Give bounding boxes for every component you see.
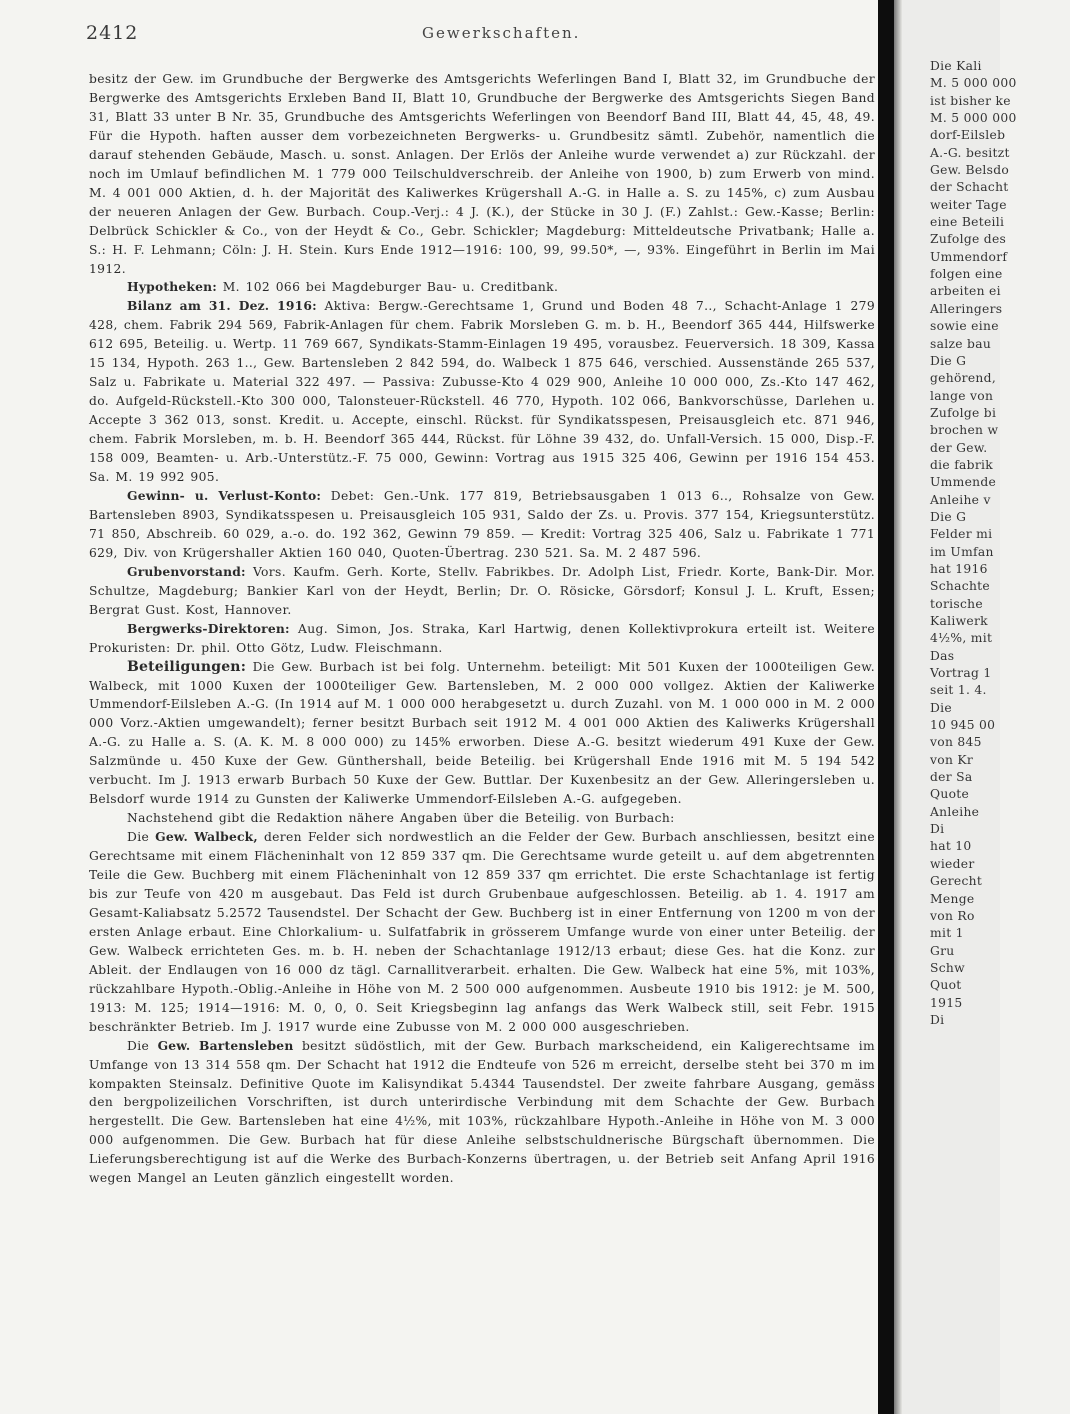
- facing-page-line: Die: [930, 700, 952, 715]
- running-title: Gewerkschaften.: [422, 24, 581, 42]
- facing-page-line: salze bau: [930, 336, 992, 351]
- paragraph: [89, 278, 875, 297]
- facing-page-line: brochen w: [930, 423, 999, 438]
- facing-page-line: Quote: [930, 787, 970, 802]
- facing-page-line: M. 5 000 000: [930, 111, 1017, 126]
- facing-page-line: Vortrag 1: [930, 666, 992, 681]
- facing-page-line: 10 945 00: [930, 718, 996, 733]
- facing-page-line: Felder mi: [930, 527, 993, 542]
- facing-page-line: im Umfan: [930, 544, 994, 559]
- facing-page-line: Gew. Belsdo: [930, 163, 1010, 178]
- facing-page-line: gehörend,: [930, 371, 997, 386]
- facing-page-line: Ummende: [930, 475, 997, 490]
- page-gutter-shadow: [878, 0, 894, 1414]
- section-heading: Gewinn- u. Verlust-Konto:: [127, 487, 322, 503]
- facing-page-line: Gerecht: [930, 874, 983, 889]
- facing-page-line: eine Beteili: [930, 215, 1005, 230]
- facing-page-line: wieder: [930, 856, 975, 871]
- paragraph-text: deren Felder sich nordwestlich an die Felder der Gew. Burbach anschliessen, besitzt eine Gerechtsame mit einem Flächeninhalt von 12 859 337 qm. Die Gerechtsame wurde geteilt u. auf dem abgetrennten Teile die Gew. Buchberg mit einem Flächeninhalt von 12 859 337 qm errichtet. Die erste Schachtanlage ist fertig bis zur Teufe von 420 m ausgebaut. Das Feld ist durch Grubenbaue aufgeschlossen. Beteilig. ab 1. 4. 1917 am Gesamt-Kaliabsatz 5.2572 Tausendstel. Der Schacht der Gew. Buchberg ist in einer Entfernung von 1200 m von der ersten Anlage erbaut. Eine Chlorkalium- u. Sulfatfabrik in grösserem Umfange wurde von einer unter Beteilig. der Gew. Walbeck errichteten Ges. m. b. H. neben der Schachtanlage 1912/13 erbaut; diese Ges. hat die Konz. zur Ableit. der Endlaugen von 16 000 dz tägl. Carnallitverarbeit. erhalten. Die Gew. Walbeck hat eine 5%, mit 103%, rückzahlbare Hypoth.-Oblig.-Anleihe in Höhe von M. 2 500 000 aufgenommen. Ausbeute 1910 bis 1912: je M. 500, 1913: M. 125; 1914—1916: M. 0, 0, 0. Seit Kriegsbeginn lag anfangs das Werk Walbeck still, seit Febr. 1915 beschränkter Betrieb. Im J. 1917 wurde eine Zubusse von M. 2 000 000 ausgeschrieben.: [89, 830, 876, 1034]
- facing-page-line: Schachte: [930, 579, 990, 594]
- facing-page-line: der Gew.: [930, 440, 988, 455]
- paragraph: [89, 70, 875, 278]
- facing-page-line: Zufolge des: [930, 232, 1007, 247]
- paragraph-text: Vors. Kaufm. Gerh. Korte, Stellv. Fabrikbes. Dr. Adolph List, Friedr. Korte, Bank-Dir. Mor. Schultze, Magdeburg; Bankier Karl von der Heydt, Berlin; Dr. O. Rösicke, Görsdorf; Konsul J. L. Kruft, Essen; Bergrat Gust. Kost, Hannover.: [89, 564, 875, 617]
- paragraph: [89, 487, 875, 563]
- facing-page-line: M. 5 000 000: [930, 76, 1017, 91]
- paragraph-text: M. 102 066 bei Magdeburger Bau- u. Creditbank.: [222, 280, 559, 295]
- paragraph: [89, 828, 875, 1036]
- paragraph-prefix: Die: [127, 830, 156, 845]
- paragraph: [89, 297, 875, 487]
- section-heading: Grubenvorstand:: [127, 563, 246, 579]
- paragraph-text: Die Gew. Burbach ist bei folg. Unternehm. beteiligt: Mit 501 Kuxen der 1000teiligen Gew. Walbeck, mit 1000 Kuxen der 1000teiliger Gew. Bartensleben, M. 2 000 000 vollgez. Aktien der Kaliwerke Ummendorf-Eilsleben A.-G. (In 1914 auf M. 1 000 000 herabgesetzt u. durch Zuzahl. von M. 1 000 000 in M. 2 000 000 Vorz.-Aktien umgewandelt); ferner besitzt Burbach seit 1912 M. 4 001 000 Aktien des Kaliwerks Krügershall A.-G. zu Halle a. S. (A. K. M. 8 000 000) zu 145% erworben. Diese A.-G. besitzt wiederum 491 Kuxe der Gew. Salzmünde u. 450 Kuxe der Gew. Günthershall, beide Beteilig. bei Krügershall Ende 1916 mit M. 5 194 542 verbucht. Im J. 1913 erwarb Burbach 50 Kuxe der Gew. Buttlar. Der Kuxenbesitz an der Gew. Alleringersleben u. Belsdorf wurde 1914 zu Gunsten der Kaliwerke Ummendorf-Eilsleben A.-G. aufgegeben.: [89, 659, 875, 807]
- facing-page-line: ist bisher ke: [930, 93, 1011, 108]
- page-header: [86, 22, 876, 48]
- paragraph-text: Aug. Simon, Jos. Straka, Karl Hartwig, denen Kollektivprokura erteilt ist. Weitere Prokuristen: Dr. phil. Otto Götz, Ludw. Fleischmann.: [89, 621, 875, 655]
- section-heading: Bilanz am 31. Dez. 1916:: [127, 298, 317, 314]
- facing-page-lines: [930, 58, 1070, 1029]
- paragraph-prefix: Die: [127, 1038, 158, 1053]
- facing-page-line: Di: [930, 822, 945, 837]
- main-text-column: [89, 70, 875, 1188]
- facing-page-line: die fabrik: [930, 457, 994, 472]
- facing-page-line: der Schacht: [930, 180, 1009, 195]
- facing-page-line: sowie eine: [930, 319, 999, 334]
- facing-page-line: Menge: [930, 891, 975, 906]
- facing-page-line: lange von: [930, 388, 994, 403]
- facing-page-line: Das: [930, 648, 955, 663]
- facing-page-line: der Sa: [930, 770, 973, 785]
- facing-page-line: A.-G. besitzt: [930, 145, 1010, 160]
- facing-page-line: Zufolge bi: [930, 405, 997, 420]
- facing-page-line: Anleihe: [930, 804, 980, 819]
- facing-page-line: seit 1. 4.: [930, 683, 987, 698]
- facing-page-fragment: [902, 0, 1017, 1414]
- facing-page-line: Kaliwerk: [930, 614, 988, 628]
- paragraph-text: besitzt südöstlich, mit der Gew. Burbach markscheidend, ein Kaligerechtsame im Umfange von 13 314 558 qm. Der Schacht hat 1912 die Endteufe von 526 m erreicht, derselbe steht bei 370 m im kompakten Steinsalz. Definitive Quote im Kalisyndikat 5.4344 Tausendstel. Der zweite fahrbare Ausgang, gemäss den bergpolizeilichen Vorschriften, ist durch unterirdische Verbindung mit dem Schachte der Gew. Burbach hergestellt. Die Gew. Bartensleben hat eine 4½%, mit 103%, rückzahlbare Hypoth.-Anleihe in Höhe von M. 3 000 000 aufgenommen. Die Gew. Burbach hat für diese Anleihe selbstschuldnerische Bürgschaft übernommen. Die Lieferungsberechtigung ist auf die Werke des Burbach-Konzerns übertragen, u. der Betrieb seit Anfang April 1916 wegen Mangel an Leuten gänzlich eingestellt worden.: [89, 1038, 876, 1186]
- facing-page-line: Di: [930, 1012, 945, 1027]
- paragraph-text: Debet: Gen.-Unk. 177 819, Betriebsausgaben 1 013 6.., Rohsalze von Gew. Bartensleben 8903, Syndikatsspesen u. Preisausgleich 105 931, Saldo der Zs. u. Provis. 377 154, Kriegsunterstütz. 71 850, Abschreib. 60 029, a.-o. do. 192 362, Gewinn 79 859. — Kredit: Vortrag 325 406, Salz u. Fabrikate 1 771 629, Div. von Krügershaller Aktien 160 040, Quoten-Übertrag. 230 521. Sa. M. 2 487 596.: [89, 488, 875, 560]
- facing-page-line: Die G: [930, 509, 967, 524]
- facing-page-line: Anleihe v: [930, 492, 991, 507]
- facing-page-line: mit 1: [930, 926, 964, 941]
- facing-page-line: hat 1916: [930, 561, 988, 576]
- facing-page-line: Ummendorf: [930, 249, 1008, 264]
- section-heading: Hypotheken:: [127, 279, 218, 295]
- paragraph: [89, 563, 875, 620]
- paragraph-text: Nachstehend gibt die Redaktion nähere Angaben über die Beteilig. von Burbach:: [127, 811, 675, 826]
- facing-page-line: folgen eine: [930, 267, 1003, 282]
- facing-page-line: Alleringers: [930, 301, 1003, 316]
- page-gutter-shade: [894, 0, 902, 1414]
- paragraph-text: Aktiva: Bergw.-Gerechtsame 1, Grund und Boden 48 7.., Schacht-Anlage 1 279 428, chem. Fabrik 294 569, Fabrik-Anlagen für chem. Fabrik Morsleben G. m. b. H., Beendorf 365 444, Hilfswerke 612 695, Beteilig. u. Wertp. 11 769 667, Syndikats-Stamm-Einlagen 19 495, vorausbez. Feuerversich. 18 309, Kassa 15 134, Hypoth. 263 1.., Gew. Bartensleben 2 842 594, do. Walbeck 1 875 646, verschied. Aussenstände 265 537, Salz u. Fabrikate u. Material 322 497. — Passiva: Zubusse-Kto 4 029 900, Anleihe 10 000 000, Zs.-Kto 147 462, do. Aufgeld-Rückstell.-Kto 300 000, Talonsteuer-Rückstell. 46 770, Hypoth. 102 066, Bankvorschüsse, Darlehen u. Accepte 3 362 013, sonst. Kredit. u. Accepte, einschl. Rückst. für Syndikatsspesen, Preisausgleich etc. 871 946, chem. Fabrik Morsleben, m. b. H. Beendorf 365 444, Rückst. für Löhne 39 432, do. Unfall-Versich. 15 000, Disp.-F. 158 009, Beamten- u. Arb.-Unterstütz.-F. 75 000, Gewinn: Vortrag aus 1915 325 406, Gewinn per 1916 154 453. Sa. M. 19 992 905.: [89, 299, 875, 485]
- facing-page-line: Gru: [930, 943, 955, 958]
- page-number: 2412: [86, 22, 139, 44]
- facing-page-line: arbeiten ei: [930, 284, 1001, 299]
- section-heading: Gew. Bartensleben: [157, 1037, 294, 1053]
- facing-page-line: hat 10: [930, 839, 972, 854]
- facing-page-line: 1915: [930, 995, 963, 1010]
- facing-page-line: von Ro: [930, 908, 975, 923]
- section-heading: Gew. Walbeck,: [155, 829, 258, 845]
- paragraph: [89, 1037, 875, 1189]
- section-heading: Bergwerks-Direktoren:: [127, 620, 290, 636]
- facing-page-line: von 845: [930, 735, 982, 750]
- facing-page-line: dorf-Eilsleb: [930, 128, 1006, 143]
- facing-page-line: von Kr: [930, 752, 974, 767]
- section-heading: Beteiligungen:: [127, 658, 247, 675]
- facing-page-line: Die Kali: [930, 59, 982, 73]
- facing-page-line: Quot: [930, 978, 962, 993]
- facing-page-line: Die G: [930, 353, 967, 368]
- facing-page-line: weiter Tage: [930, 197, 1007, 212]
- paragraph: [89, 658, 875, 810]
- facing-page-line: torische: [930, 596, 983, 611]
- paragraph: [89, 620, 875, 658]
- paragraph: [89, 809, 875, 828]
- paragraph-text: besitz der Gew. im Grundbuche der Bergwerke des Amtsgerichts Weferlingen Band I, Blatt 32, im Grundbuche der Bergwerke des Amtsgerichts Erxleben Band II, Blatt 10, Grundbuche der Bergwerke des Amtsgerichts Siegen Band 31, Blatt 33 unter B Nr. 35, Grundbuche des Amtsgerichts Weferlingen von Beendorf Band III, Blatt 44, 45, 48, 49. Für die Hypoth. haften ausser dem vorbezeichneten Bergwerks- u. Grundbesitz sämtl. Zubehör, namentlich die darauf stehenden Gebäude, Masch. u. sonst. Anlagen. Der Erlös der Anleihe wurde verwendet a) zur Rückzahl. der noch im Umlauf befindlichen M. 1 779 000 Teilschuldverschreib. der Anleihe von 1900, b) zum Erwerb von mind. M. 4 001 000 Aktien, d. h. der Majorität des Kaliwerkes Krügershall A.-G. in Halle a. S. zu 145%, c) zum Ausbau der neueren Anlagen der Gew. Burbach. Coup.-Verj.: 4 J. (K.), der Stücke in 30 J. (F.) Zahlst.: Gew.-Kasse; Berlin: Delbrück Schickler & Co., von der Heydt & Co., Gebr. Schickler; Magdeburg: Mitteldeutsche Privatbank; Halle a. S.: H. F. Lehmann; Cöln: J. H. Stein. Kurs Ende 1912—1916: 100, 99, 99.50*, —, 93%. Eingeführt in Berlin im Mai 1912.: [89, 72, 875, 276]
- facing-page-line: Schw: [930, 960, 965, 975]
- facing-page-line: 4½%, mit: [930, 631, 993, 646]
